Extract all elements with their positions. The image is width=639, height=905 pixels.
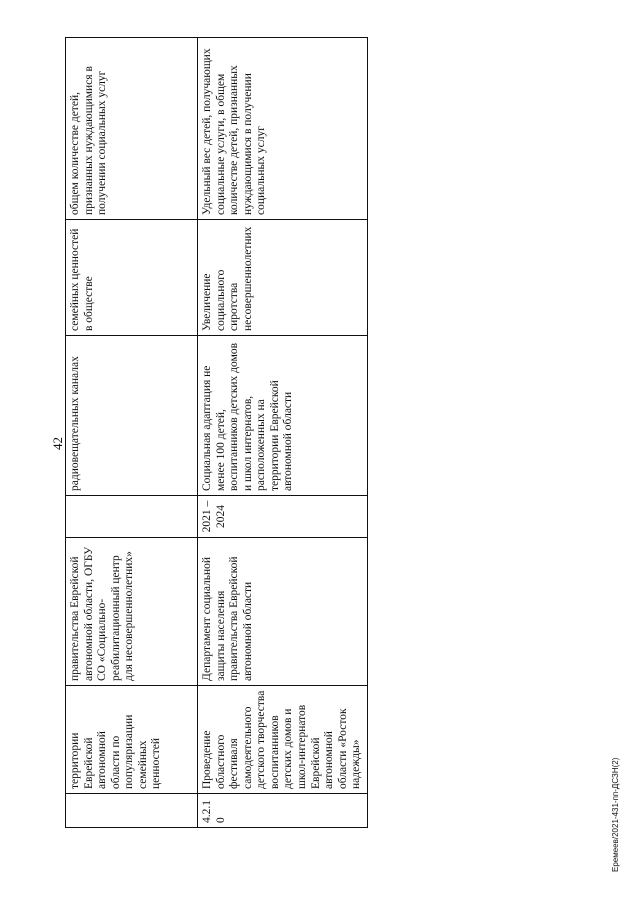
cell-num xyxy=(66,794,198,828)
measures-table xyxy=(65,37,368,828)
cell-num: 4.2.10 xyxy=(198,794,368,828)
page-number: 42 xyxy=(50,437,65,450)
table-row xyxy=(66,38,198,828)
cell-name: территории Еврейской автономной области по популяризации семейных ценностей xyxy=(66,686,198,794)
table-row xyxy=(198,38,368,828)
cell-years xyxy=(66,496,198,538)
program-table xyxy=(65,38,363,828)
cell-effect: семейных ценностей в обществе xyxy=(66,220,198,336)
cell-result: Социальная адаптация не менее 100 детей, воспитанников детских домов и школ интернатов, расположенных на территории Еврейской автономной области xyxy=(198,336,368,496)
cell-effect: Увеличение социального сиротства несовершеннолетних xyxy=(198,220,368,336)
cell-indicator: общем количестве детей, признанных нуждающимися в получении социальных услуг xyxy=(66,38,198,220)
cell-name: Проведение областного фестиваля самодеятельного детского творчества воспитанников детских домов и школ-интернатов Еврейской автономной области «Росток надежды» xyxy=(198,686,368,794)
cell-responsible: Департамент социальной защиты населения правительства Еврейской автономной области xyxy=(198,538,368,686)
cell-result: радиовещательных каналах xyxy=(66,336,198,496)
document-code: Еремеев/2021-431-пп-ДСЗН(2) xyxy=(611,757,620,872)
cell-indicator: Удельный вес детей, получающих социальные услуги, в общем количестве детей, признанных нуждающимися в получении социальных услуг xyxy=(198,38,368,220)
cell-responsible: правительства Еврейской автономной области, ОГБУ СО «Социально-реабилитационный центр для несовершеннолетних» xyxy=(66,538,198,686)
cell-years: 2021 – 2024 xyxy=(198,496,368,538)
